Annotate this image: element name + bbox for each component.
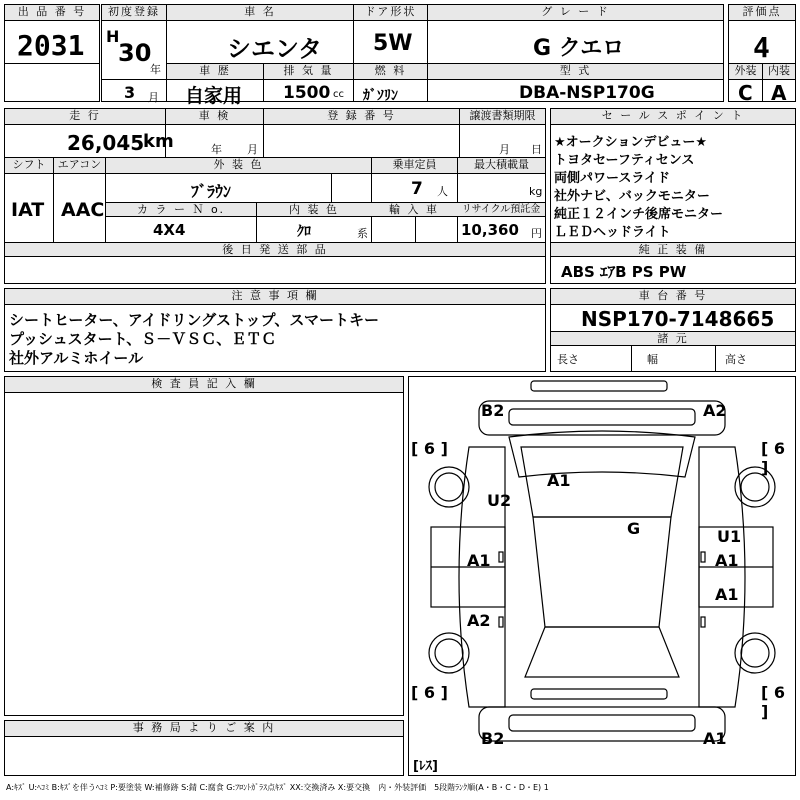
score: 4 xyxy=(753,31,770,64)
sales-point-line: ＬＥＤヘッドライト xyxy=(554,225,671,240)
inspection-year: 年 xyxy=(211,143,222,156)
chassis-label: 車 台 番 号 xyxy=(551,289,795,305)
later-parts-label: 後 日 発 送 部 品 xyxy=(5,243,545,257)
displacement: 1500 xyxy=(283,83,331,103)
damage-mark: U1 xyxy=(717,527,742,546)
car-name: シエンタ xyxy=(227,35,323,63)
displacement-unit: cc xyxy=(333,89,344,100)
lot-number: 2031 xyxy=(17,29,85,62)
damage-mark: B2 xyxy=(481,401,505,420)
air-conditioner: AAC xyxy=(61,199,105,221)
car-info-box xyxy=(166,4,724,107)
damage-mark: [ 6 ] xyxy=(761,683,786,721)
sales-point-line: 両側パワースライド xyxy=(554,171,670,186)
damage-mark: [ﾚｽ] xyxy=(413,759,438,774)
notes-line: プッシュスタート、Ｓ－ＶＳＣ、ＥＴＣ xyxy=(9,330,277,348)
month: 3 xyxy=(124,83,136,102)
score-label: 評価点 xyxy=(729,5,795,21)
capacity-label: 乗車定員 xyxy=(371,158,457,174)
recycle-unit: 円 xyxy=(531,227,542,240)
transfer-label: 譲渡書類期限 xyxy=(459,109,545,125)
color-number: 4X4 xyxy=(153,221,186,239)
score-box xyxy=(728,4,796,105)
ext-grade: C xyxy=(738,81,753,105)
inspector-box xyxy=(4,376,404,716)
ac-label: エアコン xyxy=(53,158,105,174)
import-label: 輸 入 車 xyxy=(371,203,457,217)
car-diagram xyxy=(409,377,795,775)
era: H xyxy=(106,27,120,46)
color-no-label: カ ラ ー Ｎ o. xyxy=(106,203,256,217)
displacement-label: 排 気 量 xyxy=(263,64,353,80)
int-color: ｸﾛ xyxy=(297,224,311,240)
car-name-label: 車 名 xyxy=(167,5,353,21)
office-label: 事 務 局 よ り ご 案 内 xyxy=(5,721,403,737)
fuel-label: 燃 料 xyxy=(353,64,427,80)
transfer-month: 月 xyxy=(499,143,510,156)
lot-number-label: 出 品 番 号 xyxy=(5,5,99,21)
damage-mark: [ 6 ] xyxy=(411,439,448,458)
sales-point-line: 純正１２インチ後席モニター xyxy=(554,207,724,222)
damage-mark: A1 xyxy=(715,551,739,570)
office-box xyxy=(4,720,404,776)
sales-point-line: ★オークションデビュー★ xyxy=(554,135,708,150)
ext-color-label: 外 装 色 xyxy=(105,158,371,174)
ext-grade-label: 外装 xyxy=(729,64,762,80)
height-label: 高さ xyxy=(725,353,747,366)
ext-color: ﾌﾞﾗｳﾝ xyxy=(191,182,232,201)
transfer-day: 日 xyxy=(531,143,542,156)
damage-mark: G xyxy=(627,519,641,538)
length-label: 長さ xyxy=(557,353,579,366)
year: 30 xyxy=(118,39,152,67)
damage-mark: A1 xyxy=(703,729,727,748)
car-diagram-box xyxy=(408,376,796,776)
sales-points-label: セ ー ル ス ポ イ ン ト xyxy=(551,109,795,125)
int-color-unit: 系 xyxy=(357,227,368,240)
recycle-label: リサイクル預託金 xyxy=(457,203,545,217)
month-unit: 月 xyxy=(148,91,159,104)
notes-line: シートヒーター、アイドリングストップ、スマートキー xyxy=(9,311,380,329)
load-unit: kg xyxy=(529,185,543,198)
shift: IAT xyxy=(11,199,45,221)
recycle-fee: 10,360 xyxy=(461,221,519,239)
grade-label: グ レ ー ド xyxy=(427,5,723,21)
vehicle-info-box xyxy=(4,108,546,284)
inspection-month: 月 xyxy=(247,143,258,156)
specs-label: 諸 元 xyxy=(551,332,795,346)
int-color-label: 内 装 色 xyxy=(256,203,371,217)
year-unit: 年 xyxy=(150,63,161,76)
first-reg-label: 初度登録 xyxy=(102,5,166,21)
shift-label: シフト xyxy=(5,158,53,174)
model-label: 型 式 xyxy=(427,64,723,80)
damage-mark: A1 xyxy=(715,585,739,604)
sales-point-line: トヨタセーフティセンス xyxy=(554,153,695,168)
damage-mark: A1 xyxy=(467,551,491,570)
sales-points-box xyxy=(550,108,796,284)
notes-label: 注 意 事 項 欄 xyxy=(5,289,545,305)
damage-mark: A1 xyxy=(547,471,571,490)
fuel: ｶﾞｿﾘﾝ xyxy=(363,88,398,104)
width-label: 幅 xyxy=(647,353,658,366)
damage-mark: A2 xyxy=(703,401,727,420)
genuine-equipment-label: 純 正 装 備 xyxy=(551,243,795,257)
load-label: 最大積載量 xyxy=(457,158,545,174)
int-grade-label: 内装 xyxy=(762,64,795,80)
capacity: 7 xyxy=(411,179,423,199)
chassis-box xyxy=(550,288,796,372)
grade: G クエロ xyxy=(533,36,625,61)
reg-no-label: 登 録 番 号 xyxy=(263,109,459,125)
mileage-unit: km xyxy=(143,131,174,152)
history: 自家用 xyxy=(185,85,243,107)
notes-line: 社外アルミホイール xyxy=(9,349,144,367)
legend: A:ｷｽﾞ U:ﾍｺﾐ B:ｷｽﾞを伴うﾍｺﾐ P:要塗装 W:補修跡 S:錆 C:腐食 G:ﾌﾛﾝﾄｶﾞﾗｽ点ｷｽﾞ XX:交換済み X:要交換 内・外装評価 5段階ﾗﾝｸ順(A・B・C・D・E) 1 xyxy=(6,783,549,792)
genuine-equipment: ABS ｴｱB PS PW xyxy=(561,263,687,281)
damage-mark: A2 xyxy=(467,611,491,630)
model-code: DBA-NSP170G xyxy=(519,83,655,103)
mileage: 26,045 xyxy=(67,131,145,155)
history-label: 車 歴 xyxy=(167,64,263,80)
first-registration-box xyxy=(101,4,167,102)
damage-mark: U2 xyxy=(487,491,512,510)
chassis-number: NSP170-7148665 xyxy=(581,307,775,331)
capacity-unit: 人 xyxy=(437,185,448,198)
inspection-label: 車 検 xyxy=(165,109,263,125)
door-label: ドア形状 xyxy=(353,5,427,21)
mileage-label: 走 行 xyxy=(5,109,165,125)
damage-mark: [ 6 ] xyxy=(411,683,448,702)
sales-point-line: 社外ナビ、バックモニター xyxy=(554,189,710,204)
notes-box xyxy=(4,288,546,372)
lot-number-box xyxy=(4,4,100,102)
inspector-label: 検 査 員 記 入 欄 xyxy=(5,377,403,393)
int-grade: A xyxy=(771,81,787,105)
damage-mark: B2 xyxy=(481,729,505,748)
door-type: 5W xyxy=(373,31,413,56)
damage-mark: [ 6 ] xyxy=(761,439,786,477)
